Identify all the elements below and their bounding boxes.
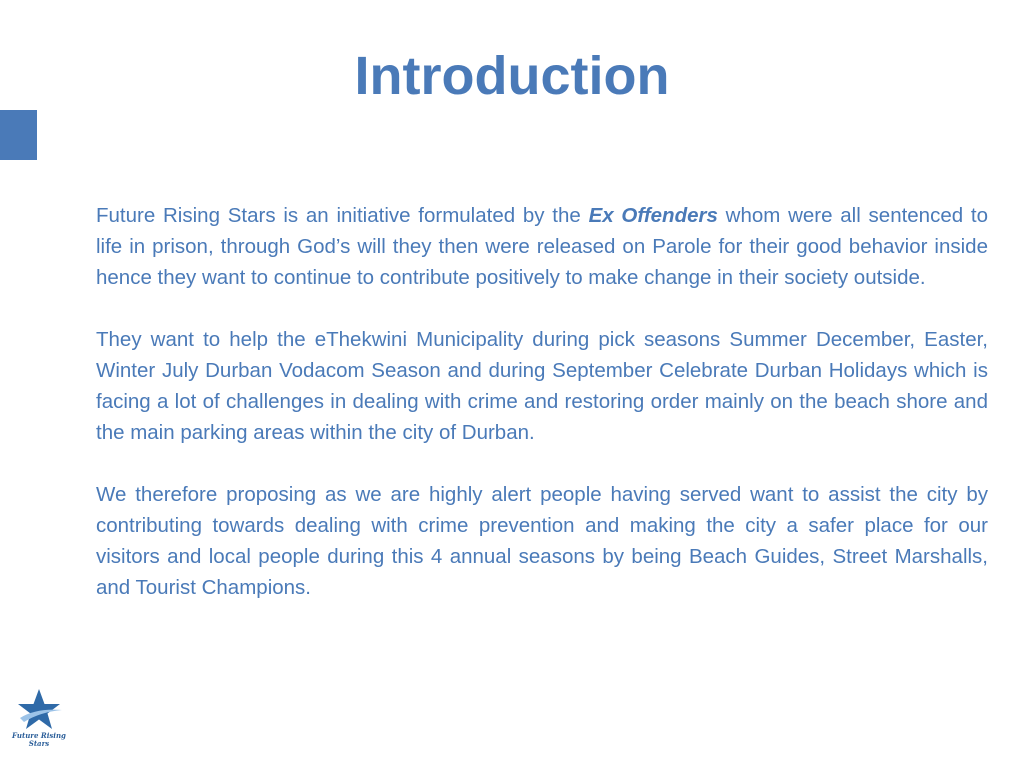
paragraph-intro [96,200,988,293]
slide-title: Introduction [354,46,670,106]
accent-block [0,110,37,160]
paragraph-intro-after: whom were all sentenced to life in prison, through God’s will they then were released on Parole for their good behavior inside hence they want to continue to contribute positively to make change in their society outside. [96,204,988,289]
logo-text-line1: Future Rising [12,731,66,740]
body-text [96,200,988,634]
paragraph-intro-before: Future Rising Stars is an initiative formulated by the [96,204,589,227]
paragraph-proposal: We therefore proposing as we are highly alert people having served want to assist the city by contributing towards dealing with crime prevention and making the city a safer place for our visitors and local people during this 4 annual seasons by being Beach Guides, Street Marshalls, and Tourist Champions. [96,483,988,599]
star-icon [12,688,66,732]
logo-text-line2: Stars [28,739,50,748]
paragraph-help: They want to help the eThekwini Municipality during pick seasons Summer December, Easter, Winter July Durban Vodacom Season and during September Celebrate Durban Holidays which is facing a lot of challenges in dealing with crime and restoring order mainly on the beach shore and the main parking areas within the city of Durban. [96,328,988,444]
logo [12,688,66,754]
ex-offenders-emphasis: Ex Offenders [588,204,718,227]
